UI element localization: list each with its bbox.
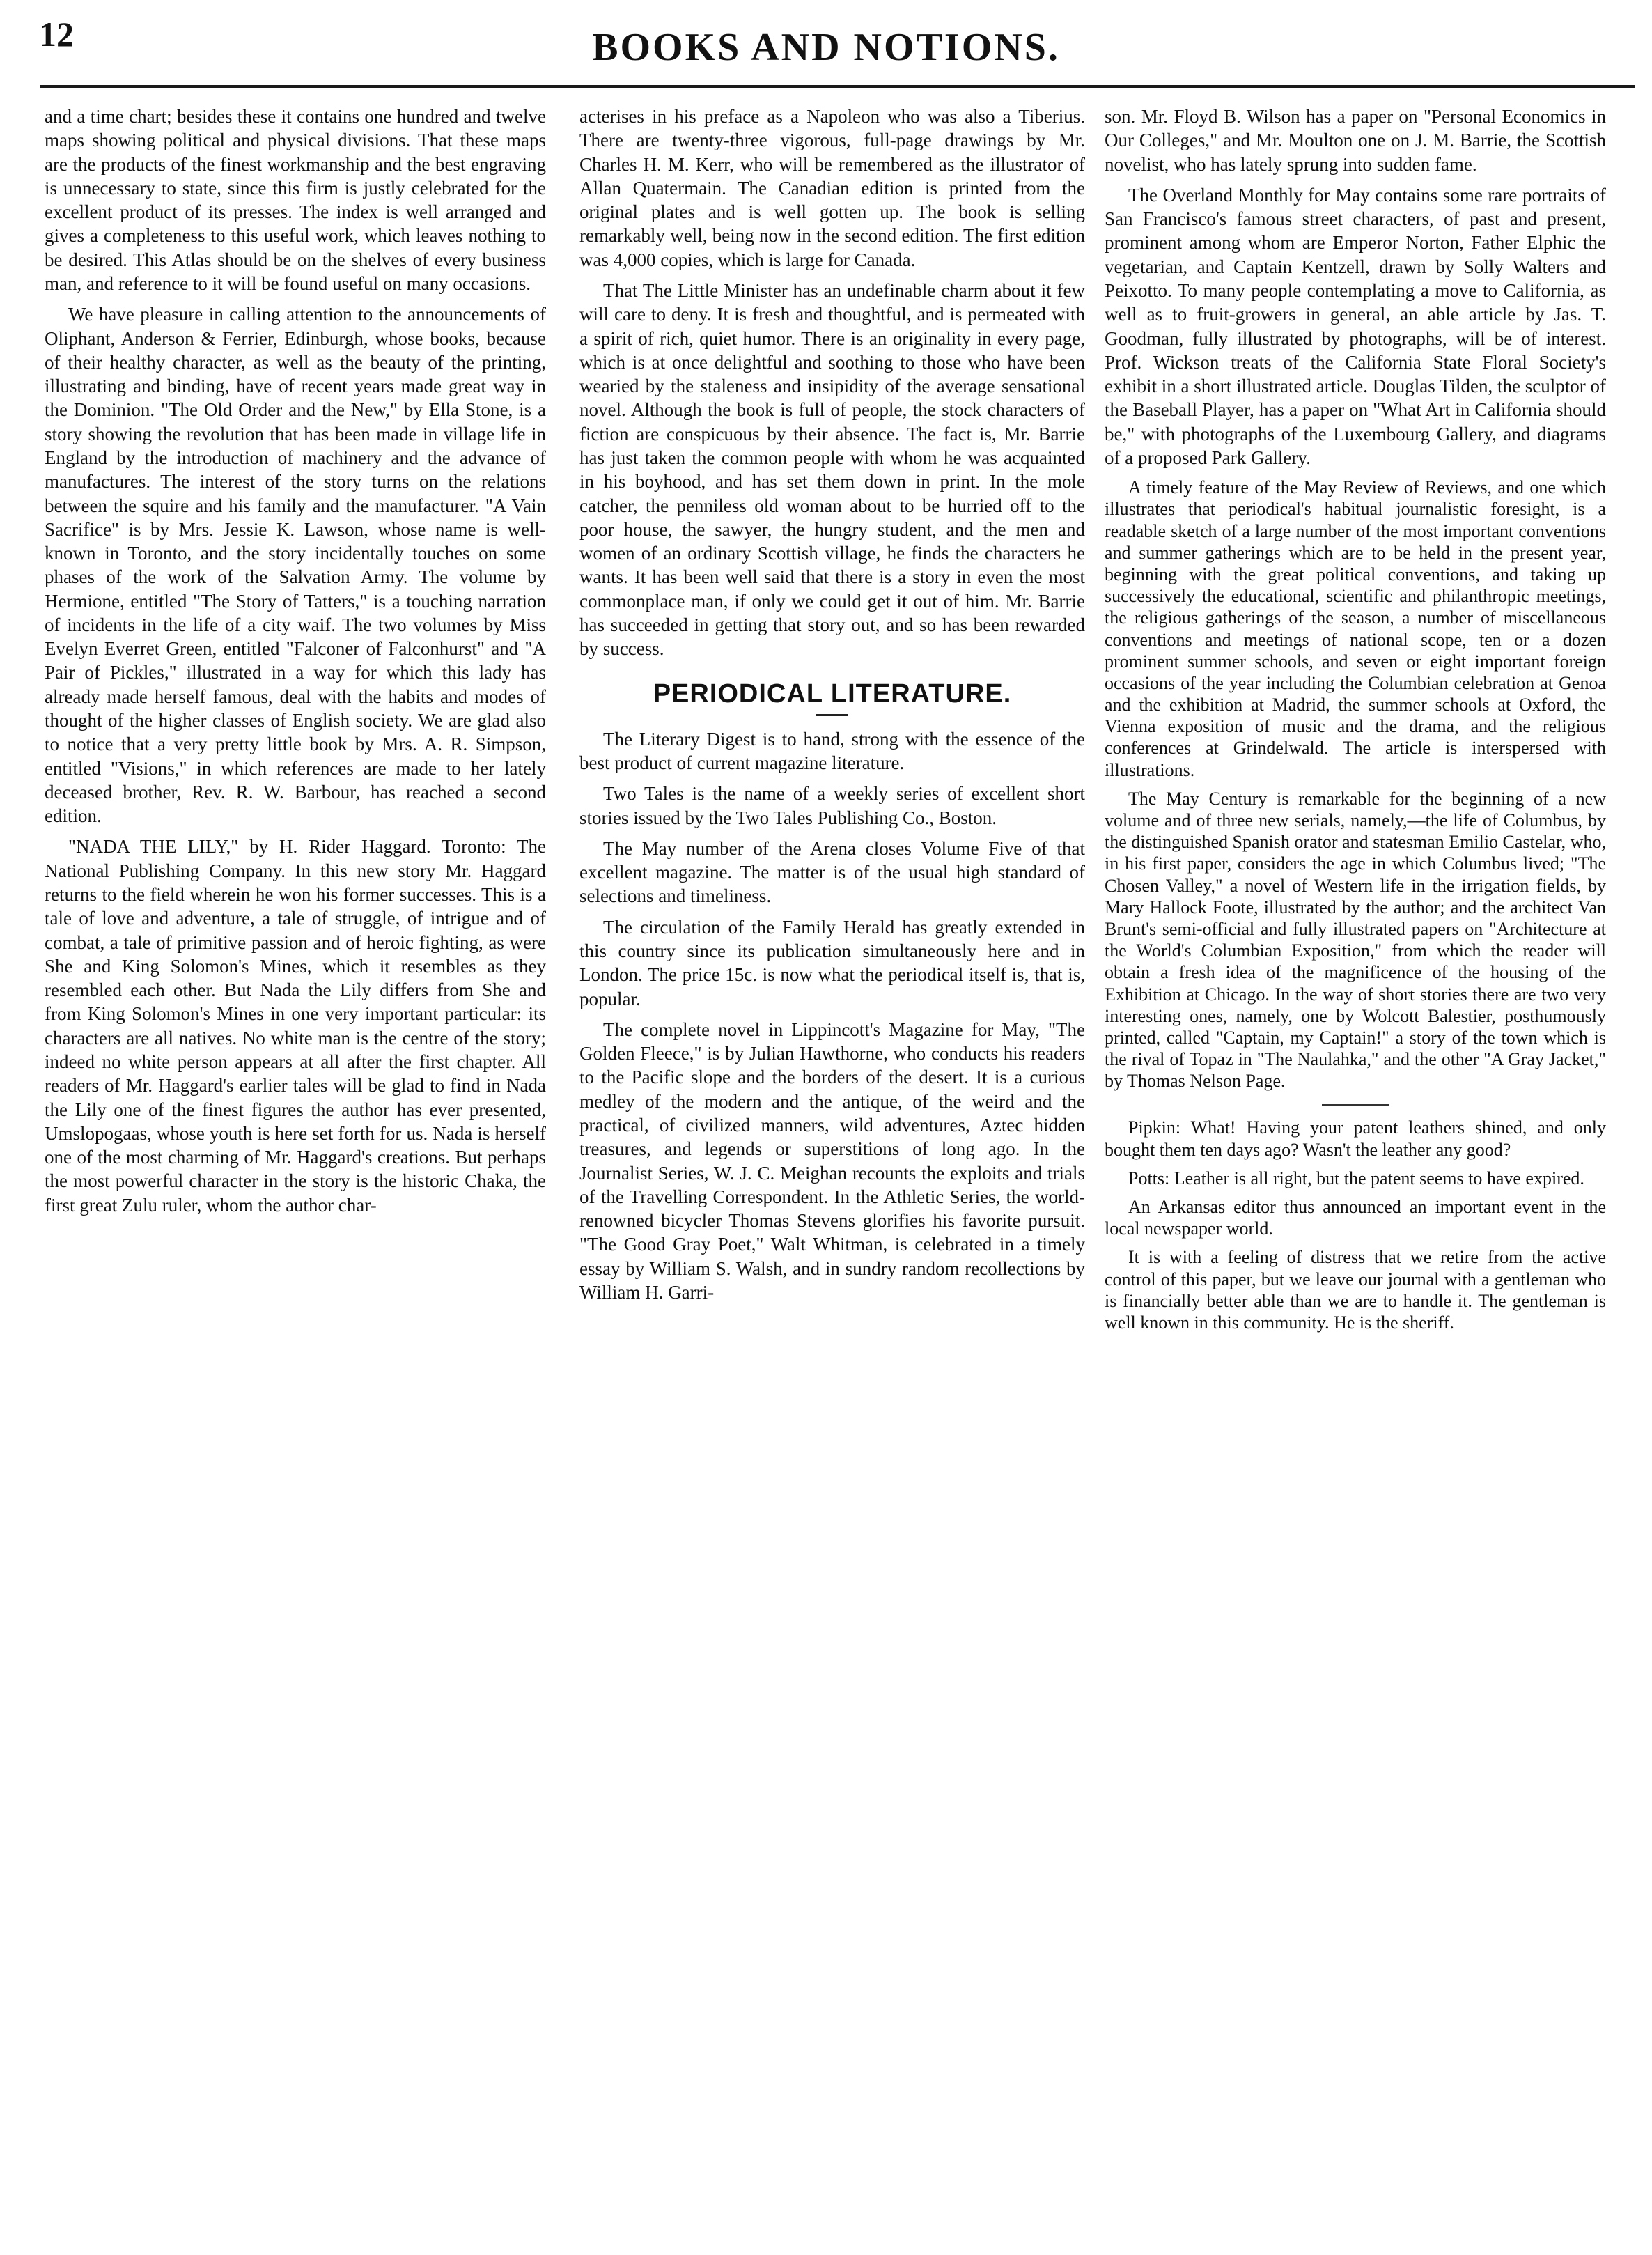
column-right: [1105, 104, 1606, 2227]
paragraph-overland-monthly: The Overland Monthly for May contains some rare portraits of San Francisco's famous street characters, of past and present, prominent among whom are Emperor Norton, Father Elphic the vegetarian, and Captain Kentzell, drawn by Solly Walters and Peixotto. To many people contemplating a move to California, as well as to fruit-growers in general, an able article by Jas. T. Goodman, fully illustrated by photographs, will be of interest. Prof. Wickson treats of the California State Floral Society's exhibit in a short illustrated article. Douglas Tilden, the sculptor of the Baseball Player, has a paper on "What Art in California should be," with photographs of the Luxembourg Gallery, and diagrams of a proposed Park Gallery.: [1105, 184, 1606, 468]
paragraph-two-tales: Two Tales is the name of a weekly series of excellent short stories issued by the Two Tales Publishing Co., Boston.: [579, 783, 1085, 828]
paragraph-atlas-review: and a time chart; besides these it contains one hundred and twelve maps showing political and physical divisions. That these maps are the products of the finest workmanship and the best engraving is unnecessary to state, since this firm is justly celebrated for the excellent product of its presses. The index is well arranged and gives a completeness to this useful work, which leaves nothing to be desired. This Atlas should be on the shelves of every business man, and reference to it will be found useful on many occasions.: [45, 106, 546, 294]
header-rule: [40, 85, 1635, 88]
paragraph-lippincotts: The complete novel in Lippincott's Magazine for May, "The Golden Fleece," is by Julian Hawthorne, who conducts his readers to the Pacific slope and the borders of the desert. It is a curious medley of the modern and the antique, of the weird and the practical, of civilized manners, wild adventures, Aztec hidden treasures, and legends or superstitions of long ago. In the Journalist Series, W. J. C. Meighan recounts the exploits and trials of the Travelling Correspondent. In the Athletic Series, the world-renowned bicycler Thomas Stevens glorifies his favorite pursuit. "The Good Gray Poet," Walt Whitman, is celebrated in a timely essay by William S. Walsh, and in sundry random recollections by William H. Garri-: [579, 1018, 1085, 1303]
paragraph-pipkin-joke: Pipkin: What! Having your patent leathers shined, and only bought them ten days ago? Wasn't the leather any good?: [1105, 1117, 1606, 1160]
heading-rule: [816, 714, 848, 716]
running-head-title: BOOKS AND NOTIONS.: [592, 26, 1060, 69]
paragraph-nada-continued: acterises in his preface as a Napoleon who was also a Tiberius. There are twenty-three vigorous, full-page drawings by Mr. Charles H. M. Kerr, who will be remembered as the illustrator of Allan Quatermain. The Canadian edition is printed from the original plates and is well gotten up. The book is selling remarkably well, being now in the second edition. The first edition was 4,000 copies, which is large for Canada.: [579, 106, 1085, 270]
paragraph-oliphant-announcements: We have pleasure in calling attention to the announcements of Oliphant, Anderson & Ferrier, Edinburgh, whose books, because of their healthy character, as well as the beauty of the printing, illustrating and binding, have of recent years made great way in the Dominion. "The Old Order and the New," by Ella Stone, is a story showing the revolution that has been made in village life in England by the introduction of machinery and the advance of manufactures. The interest of the story turns on the relations between the squire and his family and the manufacturer. "A Vain Sacrifice" is by Mrs. Jessie K. Lawson, whose name is well-known in Toronto, and the story incidentally touches on some phases of the work of the Salvation Army. The volume by Hermione, entitled "The Story of Tatters," is a touching narration of incidents in the life of a city waif. The two volumes by Miss Evelyn Everret Green, entitled "Falconer of Falconhurst" and "A Pair of Pickles," illustrated in a way for which this lady has already made herself famous, deal with the habits and modes of thought of the higher classes of English society. We are glad also to notice that a very pretty little book by Mrs. A. R. Simpson, entitled "Visions," in which references are made to her lately deceased brother, Rev. R. W. Barbour, has reached a second edition.: [45, 304, 546, 827]
section-heading-periodical-literature: PERIODICAL LITERATURE.: [653, 679, 1012, 709]
paragraph-family-herald: The circulation of the Family Herald has greatly extended in this country since its publication simultaneously here and in London. The price 15c. is now what the periodical itself is, that is, popular.: [579, 916, 1085, 1009]
separator-rule: [1322, 1104, 1389, 1106]
paragraph-nada-the-lily: "NADA THE LILY," by H. Rider Haggard. Toronto: The National Publishing Company. In this new story Mr. Haggard returns to the field wherein he won his former successes. This is a tale of love and adventure, a tale of struggle, of intrigue and of combat, a tale of primitive passion and of heroic fighting, as were She and King Solomon's Mines, which it resembles as they resembled each other. But Nada the Lily differs from She and from King Solomon's Mines in one very important particular: its characters are all natives. No white man is the centre of the story; indeed no white person appears at all after the first chapter. All readers of Mr. Haggard's earlier tales will be glad to find in Nada the Lily one of the finest figures the author has ever presented, Umslopogaas, whose youth is here set forth for us. Nada is herself one of the most charming of Mr. Haggard's creations. But perhaps the most powerful character in the story is the historic Chaka, the first great Zulu ruler, whom the author char-: [45, 836, 546, 1216]
paragraph-garrison-continued: son. Mr. Floyd B. Wilson has a paper on "Personal Economics in Our Colleges," and Mr. Moulton one on J. M. Barrie, the Scottish novelist, who has lately sprung into sudden fame.: [1105, 106, 1606, 175]
paragraph-may-century: The May Century is remarkable for the beginning of a new volume and of three new serials, namely,—the life of Columbus, by the distinguished Spanish orator and statesman Emilio Castelar, who, in his first paper, considers the age in which Columbus lived; "The Chosen Valley," a novel of Western life in the irrigation fields, by Mary Hallock Foote, illustrated by the author; and the architect Van Brunt's semi-official and fully illustrated papers on "Architecture at the World's Columbian Exposition," from which the reader will obtain a fresh idea of the magnificence of the housing of the Exhibition at Chicago. In the way of short stories there are two very interesting ones, namely, one by Wolcott Balestier, posthumously printed, called "Captain, my Captain!" a story of the town which is the rival of Topaz in "The Naulahka," and the other "A Gray Jacket," by Thomas Nelson Page.: [1105, 788, 1606, 1092]
paragraph-arkansas-editor: An Arkansas editor thus announced an important event in the local newspaper world.: [1105, 1197, 1606, 1239]
column-left: [45, 104, 546, 2227]
page-number: 12: [39, 15, 74, 54]
paragraph-little-minister: That The Little Minister has an undefinable charm about it few will care to deny. It is fresh and thoughtful, and is permeated with a spirit of rich, quiet humor. There is an originality in every page, which is at once delightful and soothing to those who have been wearied by the staleness and insipidity of the average sensational novel. Although the book is full of people, the stock characters of fiction are conspicuous by their absence. The fact is, Mr. Barrie has just taken the common people with whom he was acquainted in his boyhood, and has set them down in print. In the mole catcher, the penniless old woman about to be hurried off to the poor house, the sawyer, the hungry student, and the men and women of an ordinary Scottish village, he finds the characters he wants. It has been well said that there is a story in even the most commonplace man, if only we could get it out of him. Mr. Barrie has succeeded in getting that story out, and so has been rewarded by success.: [579, 279, 1085, 660]
paragraph-literary-digest: The Literary Digest is to hand, strong with the essence of the best product of current magazine literature.: [579, 728, 1085, 773]
paragraph-potts-reply: Potts: Leather is all right, but the patent seems to have expired.: [1128, 1168, 1584, 1188]
paragraph-sheriff-notice: It is with a feeling of distress that we retire from the active control of this paper, but we leave our journal with a gentleman who is financially better able than we are to handle it. The gentleman is well known in this community. He is the sheriff.: [1105, 1247, 1606, 1333]
paragraph-review-of-reviews: A timely feature of the May Review of Reviews, and one which illustrates that periodical's habitual journalistic foresight, is a readable sketch of a large number of the most important conventions and summer gatherings which are to be held in the present year, beginning with the great political conventions, and taking up successively the educational, scientific and philanthropic meetings, the religious gatherings of the season, a number of miscellaneous conventions and meetings of national scope, ten or a dozen prominent summer schools, and seven or eight important foreign occasions of the year including the Columbian celebration at Genoa and the exhibition at Madrid, the summer schools at Oxford, the Vienna exposition of music and the drama, and the religious conferences at Grindelwald. The article is interspersed with illustrations.: [1105, 477, 1606, 780]
column-middle: [579, 104, 1085, 2227]
paragraph-arena: The May number of the Arena closes Volume Five of that excellent magazine. The matter is of the usual high standard of selections and timeliness.: [579, 837, 1085, 907]
